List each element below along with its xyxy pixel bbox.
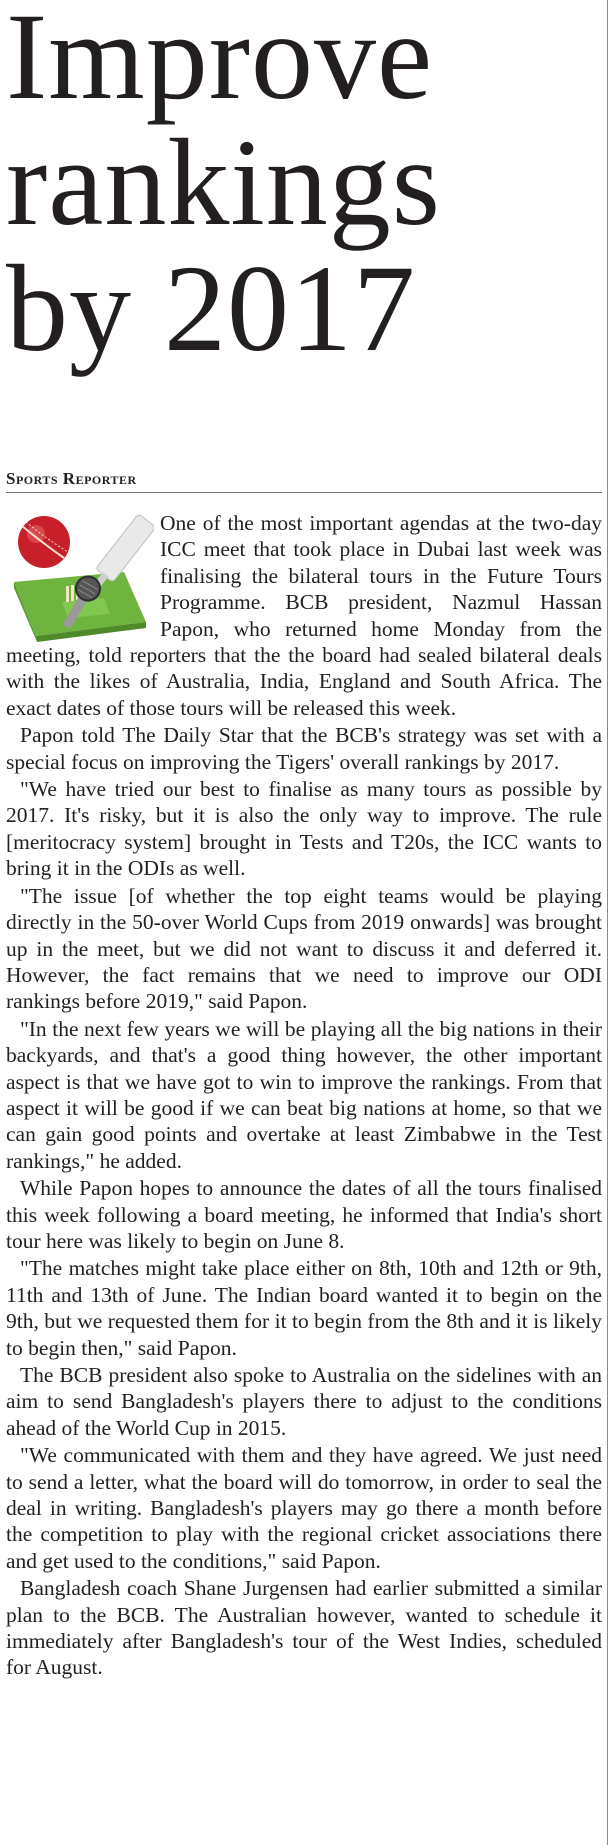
paragraph-4: "The issue [of whether the top eight teams would be playing directly in the 50-over World Cups from 2019 onwards] was brought up in the meet, but we did not want to discuss it and deferred it. However, the fact remains that we need to improve our ODI rankings before 2019," said Papon. [6, 883, 602, 1014]
paragraph-10: Bangladesh coach Shane Jurgensen had earlier submitted a similar plan to the BCB. The Australian however, wanted to schedule it immediately after Bangladesh's tour of the West Indies, scheduled for August. [6, 1576, 602, 1680]
paragraph-1-text: One of the most important agendas at the two-day ICC meet that took place in Dubai last week was finalising the bilateral tours in the Future Tours Programme. BCB president, Nazmul Hassan Papon, who returned home Monday from the meeting, told reporters that the the board had sealed bilateral deals with the likes of Australia, India, England and South Africa. The exact dates of those tours will be released this week. [6, 511, 602, 720]
headline-line-3: by 2017 [6, 240, 416, 377]
column-rule [607, 0, 608, 1845]
paragraph-5: "In the next few years we will be playing all the big nations in their backyards, and that's a good thing however, the other important aspect is that we have got to win to improve the rankings. From that aspect it will be good if we can beat big nations at home, so that we can gain good points and overtake at least Zimbabwe in the Test rankings," he added. [6, 1016, 602, 1173]
paragraph-6: While Papon hopes to announce the dates of all the tours finalised this week following a board meeting, he informed that India's short tour here was likely to begin on June 8. [6, 1176, 602, 1253]
byline: Sports Reporter [6, 469, 602, 493]
headline-line-1: Improve [6, 0, 434, 125]
article-body [6, 510, 602, 1682]
paragraph-7: "The matches might take place either on 8th, 10th and 12th or 9th, 11th and 13th of June. The Indian board wanted it to begin on the 9th, but we requested them for it to begin from the 8th and it is likely to begin then," said Papon. [6, 1256, 602, 1360]
paragraph-2: Papon told The Daily Star that the BCB's strategy was set with a special focus on improving the Tigers' overall rankings by 2017. [6, 723, 602, 774]
paragraph-3: "We have tried our best to finalise as many tours as possible by 2017. It's risky, but it is also the only way to improve. The rule [meritocracy system] brought in Tests and T20s, the ICC wants to bring it in the ODIs as well. [6, 777, 602, 881]
paragraph-9: "We communicated with them and they have agreed. We just need to send a letter, what the board will do tomorrow, in order to seal the deal in writing. Bangladesh's players may go there a month before the competition to play with the regional cricket associations there and get used to the conditions," said Papon. [6, 1443, 602, 1573]
cricket-illustration-icon [6, 512, 154, 642]
headline-line-2: rankings [6, 114, 442, 251]
headline [6, 0, 606, 377]
paragraph-8: The BCB president also spoke to Australia on the sidelines with an aim to send Bangladesh's players there to adjust to the conditions ahead of the World Cup in 2015. [6, 1363, 602, 1440]
paragraph-1 [6, 510, 602, 721]
